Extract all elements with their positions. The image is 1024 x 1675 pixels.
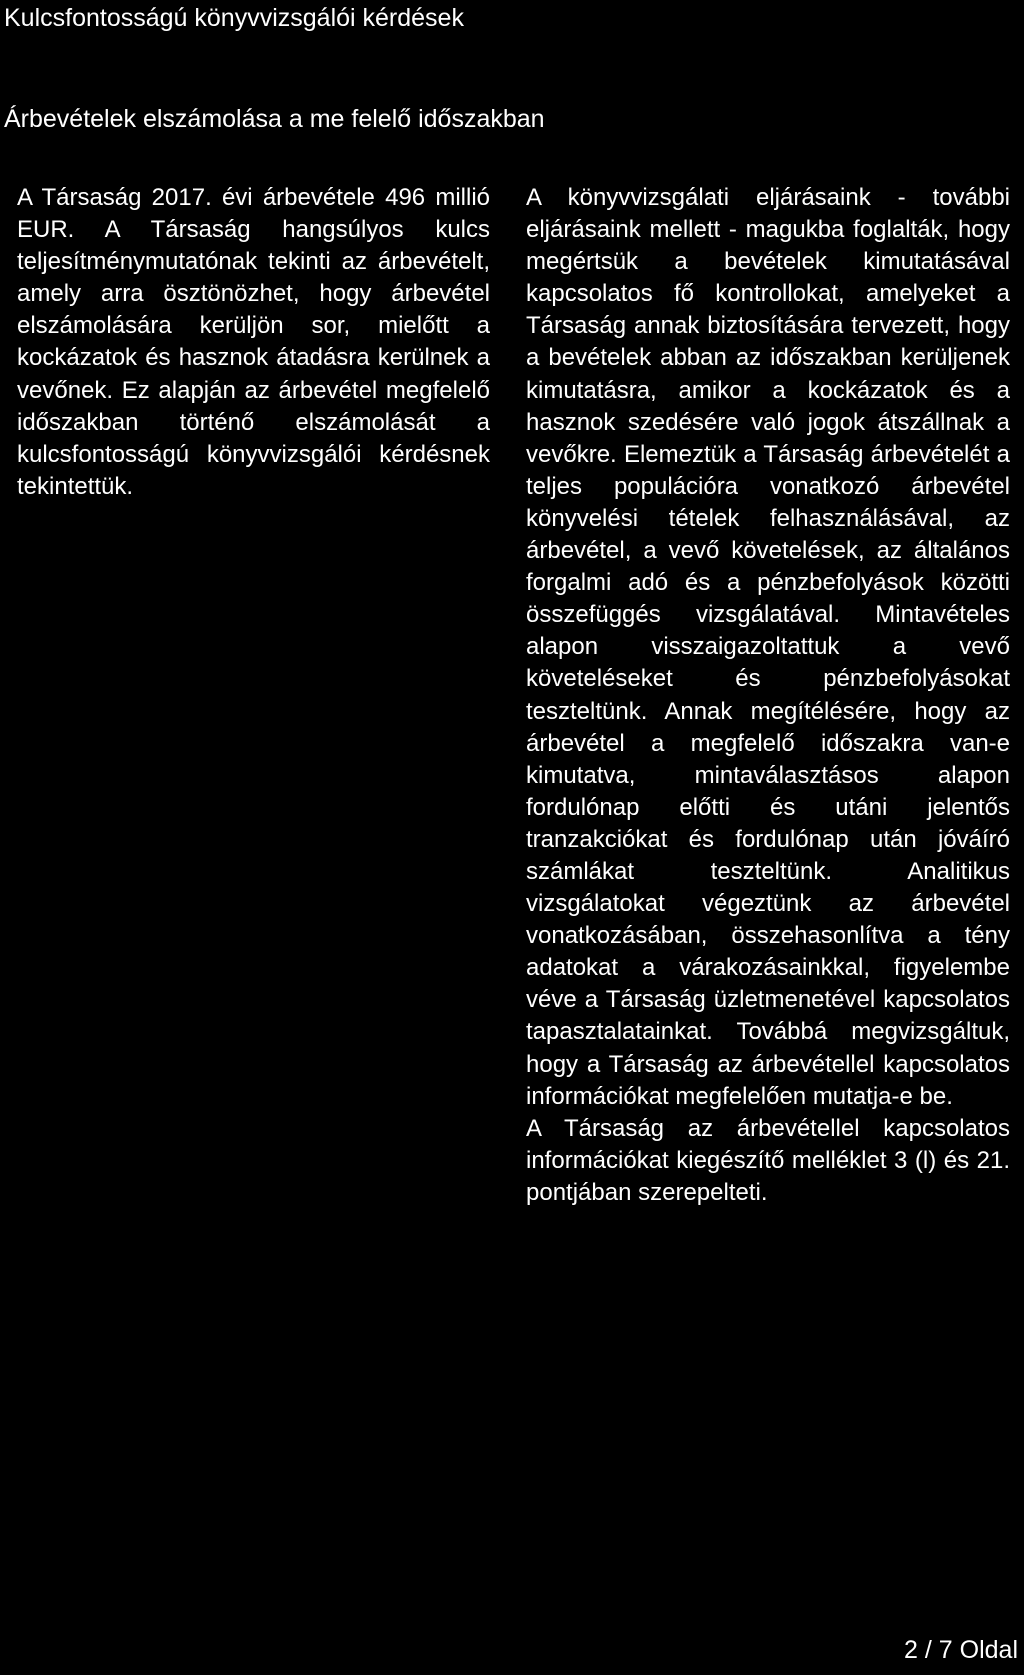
page-number: 2 / 7 Oldal xyxy=(904,1636,1018,1664)
left-column-text: A Társaság 2017. évi árbevétele 496 millió EUR. A Társaság hangsúlyos kulcs teljesítménymutatónak tekinti az árbevételt, amely arra ösztönözhet, hogy árbevétel elszámolására kerüljön sor, mielőtt a kockázatok és hasznok átadásra kerülnek a vevőnek. Ez alapján az árbevétel megfelelő időszakban történő elszámolását a kulcsfontosságú könyvvizsgálói kérdésnek tekintettük. xyxy=(17,184,490,500)
section-title: Árbevételek elszámolása a me felelő időszakban xyxy=(4,105,545,133)
left-column xyxy=(17,182,490,503)
right-column xyxy=(526,182,1010,1209)
right-column-paragraph-2: A Társaság az árbevétellel kapcsolatos információkat kiegészítő melléklet 3 (l) és 21. pontjában szerepelteti. xyxy=(526,1114,1010,1206)
document-header: Kulcsfontosságú könyvvizsgálói kérdések xyxy=(4,4,464,32)
right-column-paragraph-1: A könyvvizsgálati eljárásaink - további eljárásaink mellett - magukba foglalták, hogy megértsük a bevételek kimutatásával kapcsolatos fő kontrollokat, amelyeket a Társaság annak biztosítására tervezett, hogy a bevételek abban az időszakban kerüljenek kimutatásra, amikor a kockázatok és a hasznok szedésére való jogok átszállnak a vevőkre. Elemeztük a Társaság árbevételét a teljes populációra vonatkozó árbevétel könyvelési tételek felhasználásával, az árbevétel, a vevő követelések, az általános forgalmi adó és a pénzbefolyások közötti összefüggés vizsgálatával. Mintavételes alapon visszaigazoltattuk a vevő követeléseket és pénzbefolyásokat teszteltünk. Annak megítélésére, hogy az árbevétel a megfelelő időszakra van-e kimutatva, mintaválasztásos alapon fordulónap előtti és utáni jelentős tranzakciókat és fordulónap után jóváíró számlákat teszteltünk. Analitikus vizsgálatokat végeztünk az árbevétel vonatkozásában, összehasonlítva a tény adatokat a várakozásainkkal, figyelembe véve a Társaság üzletmenetével kapcsolatos tapasztalatainkat. Továbbá megvizsgáltuk, hogy a Társaság az árbevétellel kapcsolatos információkat megfelelően mutatja-e be. xyxy=(526,184,1010,1110)
